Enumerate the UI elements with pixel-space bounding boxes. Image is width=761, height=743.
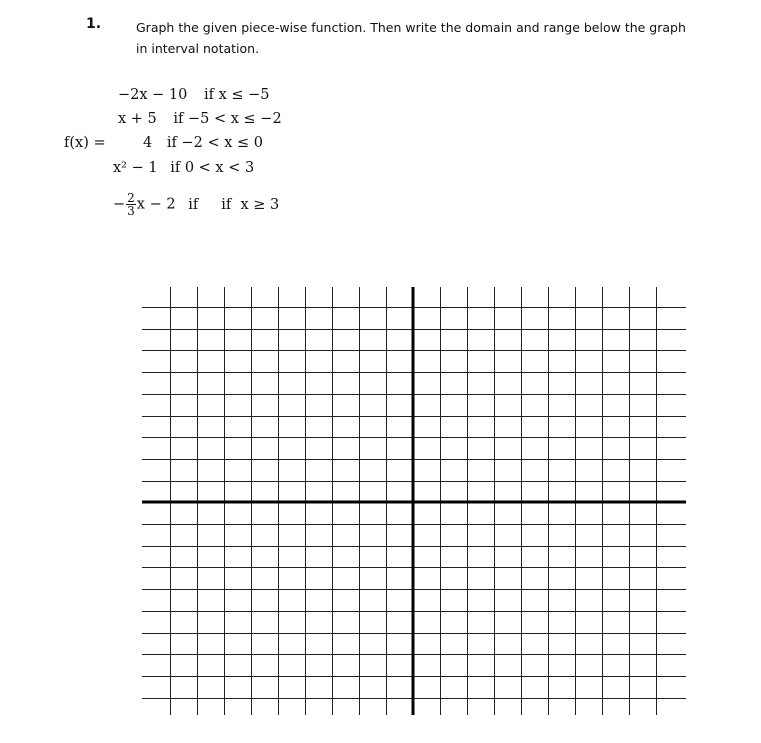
instructions-text: Graph the given piece-wise function. Then write the domain and range below the graph in interval notation. [136,20,686,56]
piece-1-condition: if x ≤ −5 [203,87,270,103]
piece-5-expression: x − 2 [136,196,176,213]
fraction-numerator: 2 [127,191,135,205]
piece-2-expression: x + 5 [118,111,157,127]
piece-5-sign: − [113,196,126,213]
piece-3-expression: 4 [143,135,153,151]
piece-4-expression: x² − 1 [113,160,158,176]
fraction-denominator: 3 [127,204,135,218]
piece-4-condition: if 0 < x < 3 [170,160,255,176]
piece-3-condition: if −2 < x ≤ 0 [166,135,263,151]
problem-number: 1. [86,16,102,32]
piece-5-condition: if if x ≥ 3 [188,196,280,213]
piece-2-condition: if −5 < x ≤ −2 [173,111,282,127]
function-label: f(x) = [64,135,106,151]
piece-1-expression: −2x − 10 [118,87,188,103]
